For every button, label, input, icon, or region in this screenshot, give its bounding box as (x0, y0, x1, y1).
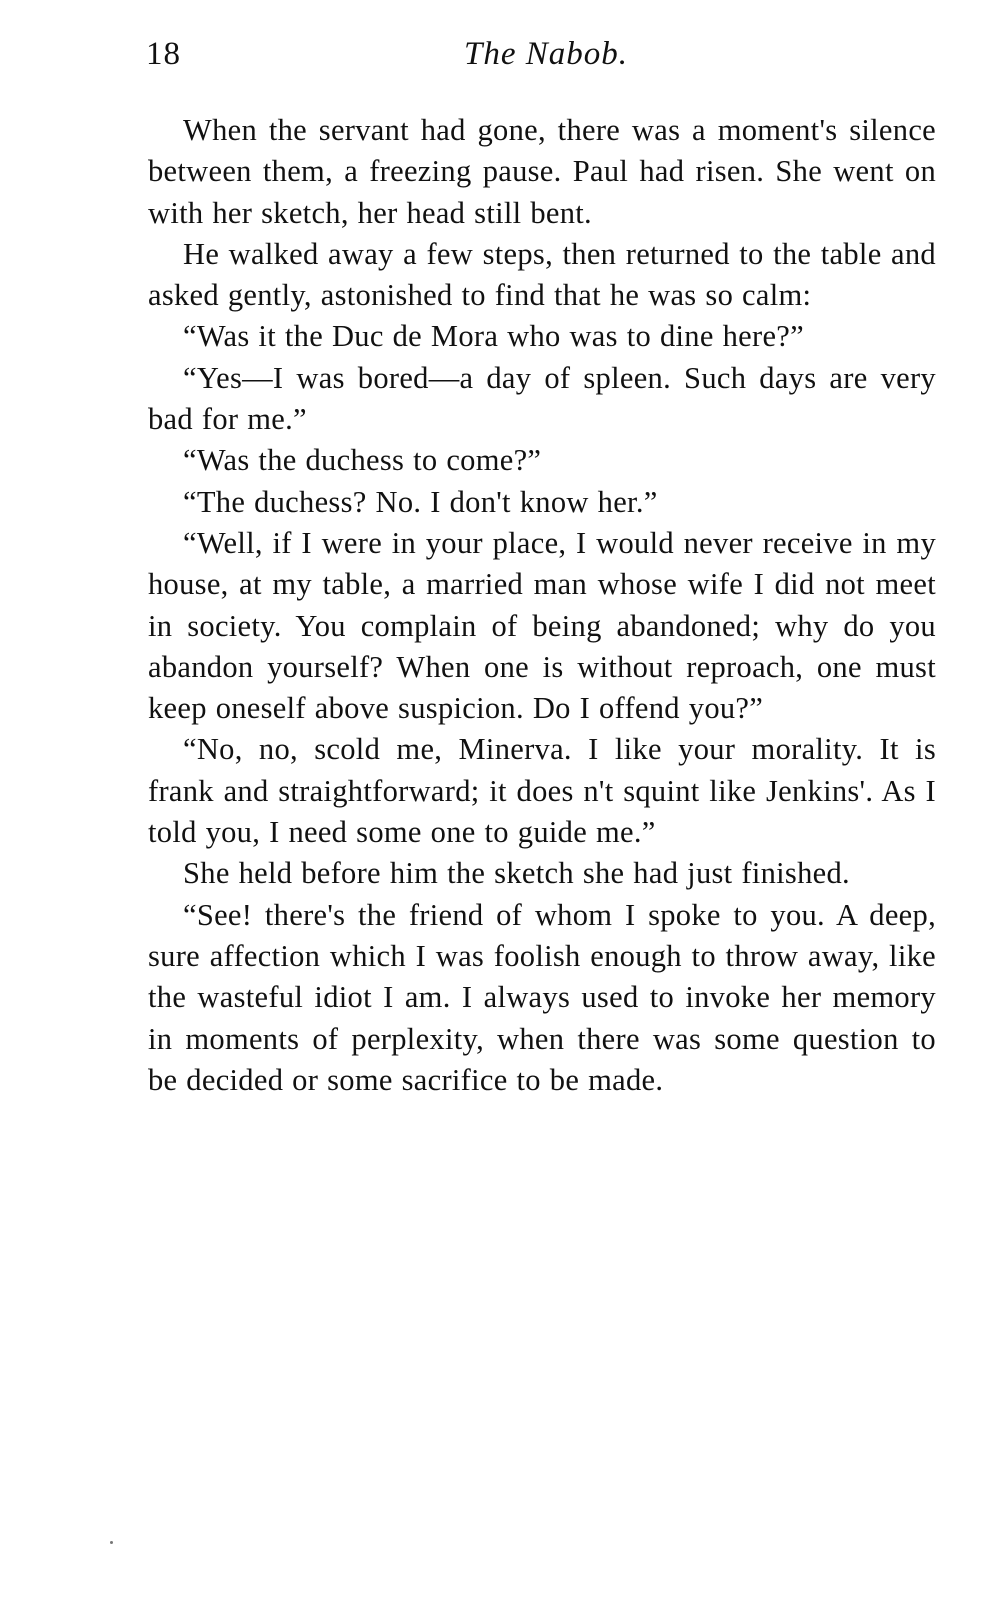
page-number: 18 (146, 36, 181, 72)
paragraph: “No, no, scold me, Minerva. I like your morality. It is frank and straightforward; it does n't squint like Jenkins'. As I told you, I need some one to guide me.” (148, 732, 936, 850)
running-head (146, 36, 936, 86)
paragraph: “See! there's the friend of whom I spoke to you. A deep, sure affection which I was foolish enough to throw away, like the wasteful idiot I am. I always used to invoke her memory in moments of perplexity, when there was some question to be decided or some sacrifice to be made. (148, 897, 936, 1097)
running-title: The Nabob. (463, 36, 628, 72)
paragraph: “The duchess? No. I don't know her.” (183, 484, 658, 519)
paragraph: “Well, if I were in your place, I would never receive in my house, at my table, a married man whose wife I did not meet in society. You complain of being abandoned; why do you abandon yourself? When one is without reproach, one must keep oneself above suspicion. Do I offend you?” (148, 525, 936, 726)
paragraph: She held before him the sketch she had just finished. (183, 856, 850, 891)
paragraph: “Was it the Duc de Mora who was to dine here?” (183, 319, 804, 354)
paragraph: He walked away a few steps, then returned to the table and asked gently, astonished to find that he was so calm: (148, 236, 936, 313)
paragraph: “Was the duchess to come?” (183, 443, 542, 478)
paragraph: When the servant had gone, there was a moment's silence between them, a freezing pause. Paul had risen. She went on with her sketch, her head still bent. (148, 113, 936, 230)
stray-ink-mark (110, 1541, 113, 1544)
body-text (148, 110, 936, 1101)
paragraph: “Yes—I was bored—a day of spleen. Such days are very bad for me.” (148, 360, 936, 437)
